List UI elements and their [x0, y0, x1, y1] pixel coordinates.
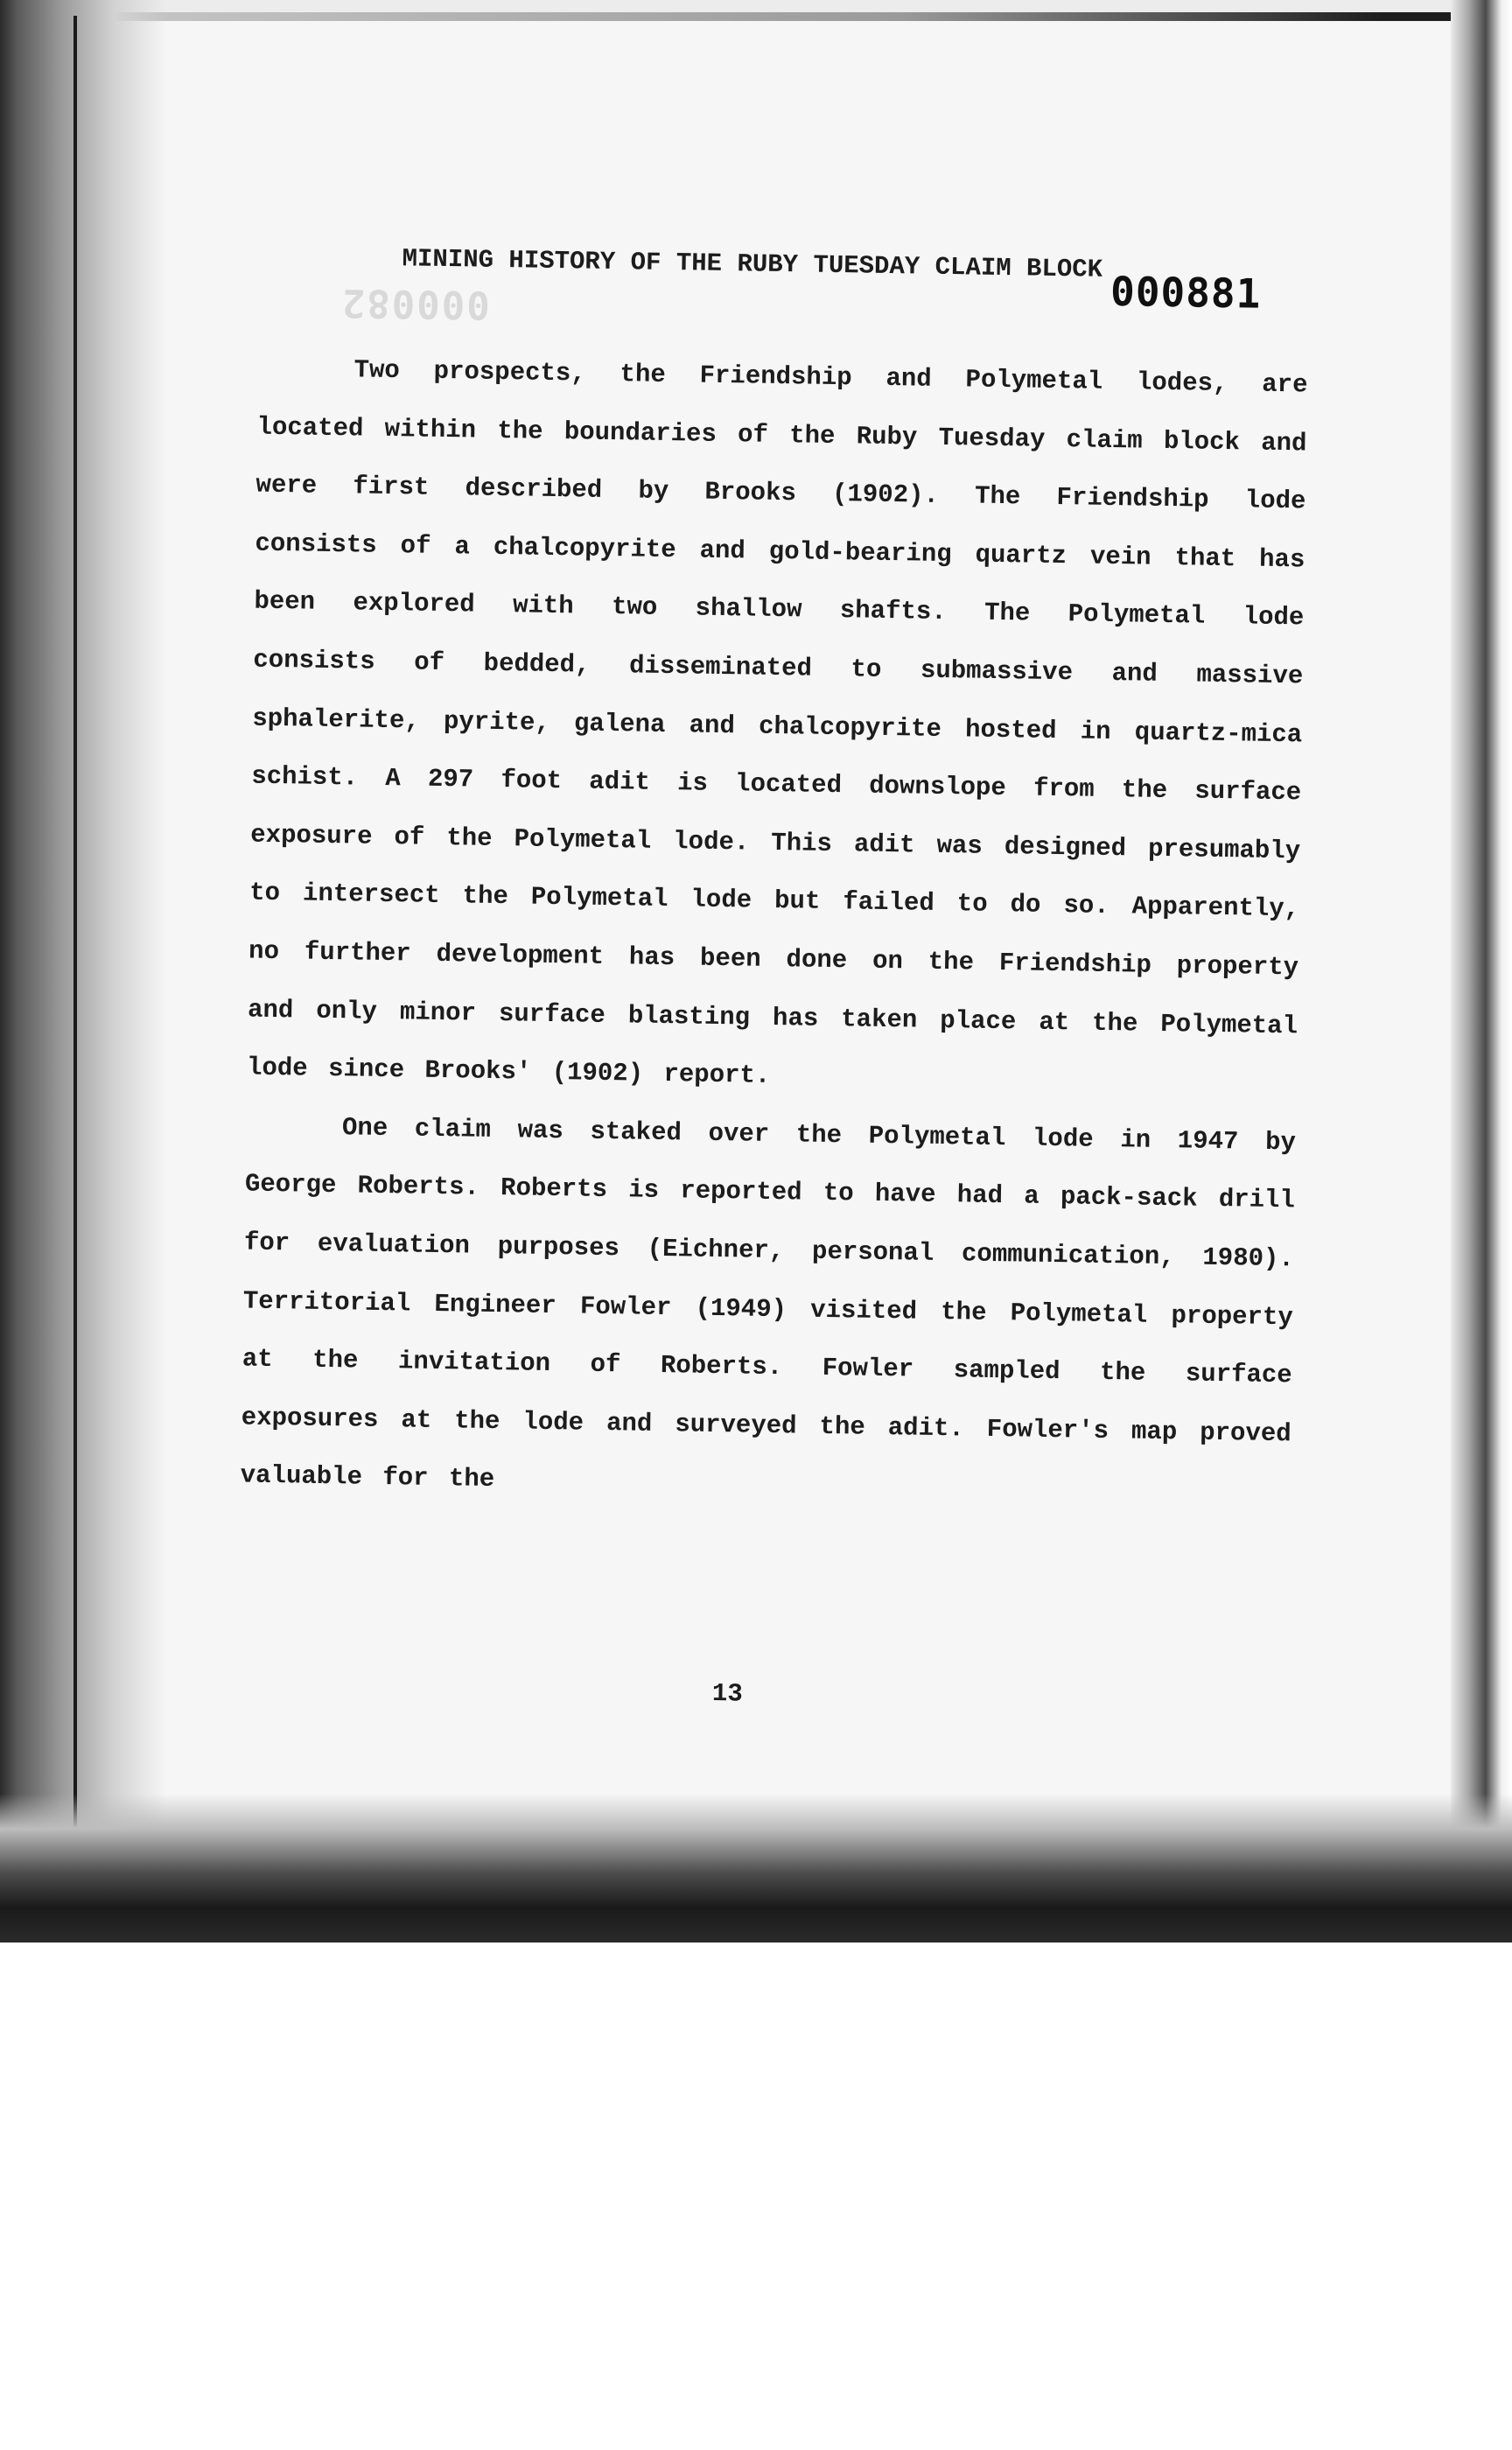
binding-shadow [0, 0, 166, 1942]
page-heading: MINING HISTORY OF THE RUBY TUESDAY CLAIM BLOCK [402, 244, 1103, 284]
page-number: 13 [711, 1678, 743, 1709]
bleed-through-stamp: 000082 [340, 280, 491, 327]
page-bottom-shadow [0, 1794, 1512, 1942]
page-right-edge [1451, 0, 1512, 1942]
page-content [200, 236, 1317, 1740]
paragraph-roberts-fowler: One claim was staked over the Polymetal lode in 1947 by George Roberts. Roberts is reported to have had a pack-sack drill for evaluation purposes (Eichner, personal communication, 1980). Territorial Engineer Fowler (1949) visited the Polymetal property at the invitation of Roberts. Fowler sampled the surface exposures at the lode and surveyed the adit. Fowler's map proved valuable for the [240, 1112, 1297, 1494]
paragraph-friendship-polymetal: Two prospects, the Friendship and Polymetal lodes, are located within the boundaries of the Ruby Tuesday claim block and were first described by Brooks (1902). The Friendship lode consists of a chalcopyrite and gold-bearing quartz vein that has been explored with two shallow shafts. The Polymetal lode consists of bedded, disseminated to submassive and massive sphalerite, pyrite, galena and chalcopyrite hosted in quartz-mica schist. A 297 foot adit is located downslope from the surface exposure of the Polymetal lode. This adit was designed presumably to intersect the Polymetal lode but failed to do so. Apparently, no further development has been done on the Friendship property and only minor surface blasting has taken place at the Polymetal lode since Brooks' (1902) report. [246, 355, 1308, 1091]
document-number-stamp: 000881 [1110, 267, 1262, 318]
page-left-edge [74, 16, 77, 1827]
page-top-edge [74, 12, 1452, 21]
body-text [240, 340, 1308, 1522]
